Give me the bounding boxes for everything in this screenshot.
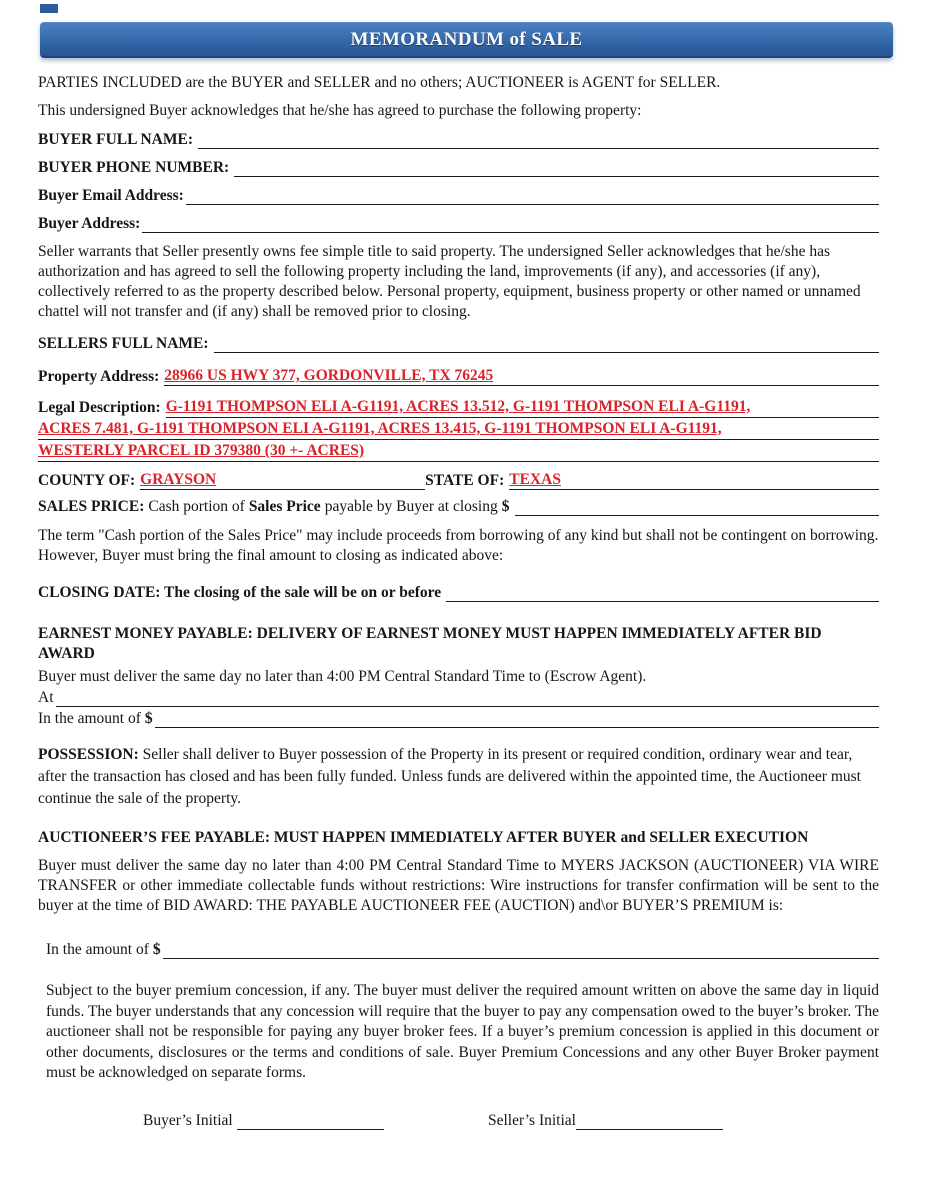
buyer-full-name-label: BUYER FULL NAME: — [38, 131, 194, 148]
page-title: MEMORANDUM of SALE — [350, 28, 583, 50]
legal-description-row-2[interactable] — [38, 418, 879, 440]
cash-portion-note: The term "Cash portion of the Sales Price" may include proceeds from borrowing of any kind but shall not be contingent on borrowing. However, Buyer must bring the final amount to closing as indicated above: — [38, 527, 879, 564]
state-line[interactable] — [509, 471, 879, 490]
buyer-phone-line[interactable] — [234, 158, 879, 177]
buyer-initial-group — [143, 1112, 488, 1130]
sales-price-label: SALES PRICE: — [38, 498, 145, 515]
buyer-phone-row — [38, 158, 879, 177]
earnest-amount-line[interactable] — [155, 709, 879, 728]
property-address-value: 28966 US HWY 377, GORDONVILLE, TX 76245 — [164, 367, 494, 384]
escrow-at-label: At — [38, 689, 54, 706]
buyer-full-name-row — [38, 130, 879, 149]
earnest-deliver-text: Buyer must deliver the same day no later than 4:00 PM Central Standard Time to (Escrow Agent). — [38, 668, 647, 685]
auctioneer-fee-heading: AUCTIONEER’S FEE PAYABLE: MUST HAPPEN IMMEDIATELY AFTER BUYER and SELLER EXECUTION — [38, 829, 809, 846]
buyer-address-line[interactable] — [142, 214, 879, 233]
legal-description-label: Legal Description: — [38, 399, 161, 416]
auctioneer-amount-label: In the amount of — [46, 941, 149, 958]
sales-price-pre-text: Cash portion of — [148, 498, 245, 515]
parties-included-text: PARTIES INCLUDED are the BUYER and SELLER and no others; AUCTIONEER is AGENT for SELLER. — [38, 74, 721, 91]
title-banner — [40, 22, 893, 58]
buyer-email-row — [38, 186, 879, 205]
closing-date-row — [38, 583, 879, 602]
county-label: COUNTY OF: — [38, 472, 136, 489]
seller-initial-label: Seller’s Initial — [488, 1111, 576, 1129]
buyer-acknowledges-text: This undersigned Buyer acknowledges that he/she has agreed to purchase the following property: — [38, 102, 642, 119]
sales-price-dollar-sign: $ — [501, 498, 510, 515]
county-line[interactable] — [140, 471, 425, 490]
escrow-at-line[interactable] — [56, 688, 880, 707]
buyer-email-line[interactable] — [186, 186, 879, 205]
auctioneer-amount-line[interactable] — [163, 940, 879, 959]
earnest-amount-row — [38, 709, 879, 728]
property-address-row — [38, 367, 879, 386]
buyer-address-label: Buyer Address: — [38, 215, 141, 232]
seller-initial-group — [488, 1112, 723, 1130]
buyer-phone-label: BUYER PHONE NUMBER: — [38, 159, 230, 176]
possession-label: POSSESSION: — [38, 746, 139, 763]
legal-description-row-1 — [38, 396, 879, 418]
buyer-email-label: Buyer Email Address: — [38, 187, 184, 204]
sales-price-bold-text: Sales Price — [248, 498, 321, 515]
legal-description-line-1[interactable] — [166, 396, 879, 418]
initials-row — [38, 1112, 879, 1130]
earnest-amount-label: In the amount of — [38, 710, 141, 727]
document-body — [0, 73, 927, 1130]
county-state-row — [38, 471, 879, 490]
sales-price-row — [38, 497, 879, 516]
buyer-full-name-line[interactable] — [198, 130, 879, 149]
closing-date-line[interactable] — [446, 583, 879, 602]
earnest-money-heading: EARNEST MONEY PAYABLE: DELIVERY OF EARNEST MONEY MUST HAPPEN IMMEDIATELY AFTER BID AWARD — [38, 625, 822, 662]
legal-description-row-3[interactable] — [38, 440, 879, 462]
county-value: GRAYSON — [140, 471, 217, 488]
buyer-initial-label: Buyer’s Initial — [143, 1111, 233, 1129]
possession-text: Seller shall deliver to Buyer possession of the Property in its present or required condition, ordinary wear and tear, after the transaction has closed and has been fully funded. Unless funds are delivered within the appointed time, the Auctioneer must continue the sale of the property. — [38, 746, 861, 807]
auctioneer-fee-paragraph: Buyer must deliver the same day no later than 4:00 PM Central Standard Time to MYERS JACKSON (AUCTIONEER) VIA WIRE TRANSFER or other immediate collectable funds without restrictions: Wire instructions for transfer confirmation will be sent to the buyer at the time of BID AWARD: THE PAYABLE AUCTIONEER FEE (AUCTION) and\or BUYER’S PREMIUM is: — [38, 857, 879, 914]
escrow-at-row — [38, 688, 879, 707]
closing-date-label: CLOSING DATE: The closing of the sale will be on or before — [38, 584, 442, 601]
state-value: TEXAS — [509, 471, 561, 488]
buyer-address-row — [38, 214, 879, 233]
sales-price-post-text: payable by Buyer at closing — [324, 498, 498, 515]
property-address-line[interactable] — [164, 367, 879, 386]
legal-description-block — [38, 396, 879, 462]
auctioneer-amount-row — [38, 940, 879, 959]
state-label: STATE OF: — [425, 472, 505, 489]
buyer-premium-paragraph: Subject to the buyer premium concession, if any. The buyer must deliver the required amount written on above the same day in liquid funds. The buyer understands that any concession will require that the buyer to pay any compensation owed to the buyer’s broker. The auctioneer shall not be responsible for paying any buyer broker fees. If a buyer’s premium concession is applied in this document or other documents, disclosures or the terms and conditions of sale. Buyer Premium Concessions and any other Buyer Broker payment must be acknowledged on separate forms. — [46, 982, 879, 1081]
sales-price-line[interactable] — [515, 497, 880, 516]
sellers-full-name-row — [38, 334, 879, 353]
sellers-full-name-line[interactable] — [214, 334, 879, 353]
possession-paragraph — [38, 744, 879, 810]
sellers-full-name-label: SELLERS FULL NAME: — [38, 335, 209, 352]
scan-corner-artifact — [40, 4, 58, 13]
property-address-label: Property Address: — [38, 368, 160, 385]
auctioneer-amount-dollar-sign: $ — [152, 941, 161, 958]
seller-initial-line[interactable] — [576, 1112, 723, 1130]
seller-warrants-paragraph: Seller warrants that Seller presently owns fee simple title to said property. The undersigned Seller acknowledges that he/she has authorization and has agreed to sell the following property including the land, improvements (if any), and accessories (if any), collectively referred to as the property described below. Personal property, equipment, business property or other named or unnamed chattel will not transfer and (if any) shall be removed prior to closing. — [38, 243, 861, 320]
legal-description-value-2: ACRES 7.481, G-1191 THOMPSON ELI A-G1191, ACRES 13.415, G-1191 THOMPSON ELI A-G1191, — [38, 420, 722, 437]
legal-description-value-1: G-1191 THOMPSON ELI A-G1191, ACRES 13.512, G-1191 THOMPSON ELI A-G1191, — [165, 398, 751, 415]
buyer-initial-line[interactable] — [237, 1112, 384, 1130]
earnest-amount-dollar-sign: $ — [144, 710, 153, 727]
legal-description-value-3: WESTERLY PARCEL ID 379380 (30 +- ACRES) — [38, 442, 365, 459]
